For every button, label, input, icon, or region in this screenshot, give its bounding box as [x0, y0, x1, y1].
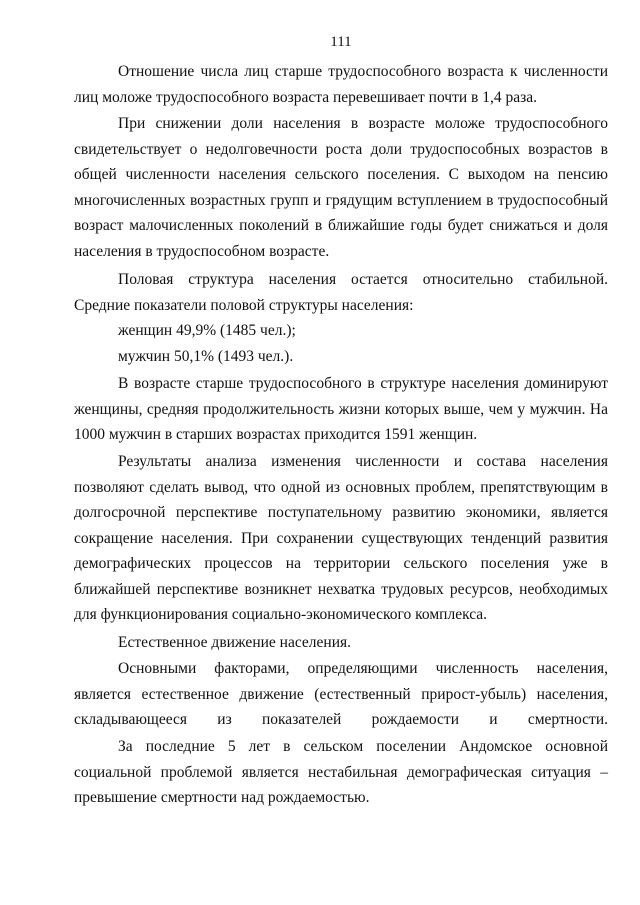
gender-line-women: женщин 49,9% (1485 чел.);	[118, 322, 296, 339]
heading-natural-movement: Естественное движение населения.	[118, 634, 351, 651]
paragraph-age-ratio: Отношение числа лиц старше трудоспособного возраста к численности лиц моложе трудоспособного возраста перевешивает почти в 1,4 раза.	[74, 63, 608, 106]
paragraph-last-five-years: За последние 5 лет в сельском поселении Андомское основной социальной проблемой является нестабильная демографическая ситуация – превышение смертности над рождаемостью.	[74, 738, 608, 806]
document-page	[74, 0, 608, 905]
page-number: 111	[330, 34, 352, 50]
paragraph-analysis-results: Результаты анализа изменения численности и состава населения позволяют сделать вывод, что одной из основных проблем, препятствующим в долгосрочной перспективе поступательному развитию экономики, является сокращение населения. При сохранении существующих тенденций развития демографических процессов на территории сельского поселения уже в ближайшей перспективе возникнет нехватка трудовых ресурсов, необходимых для функционирования социально-экономического комплекса.	[74, 453, 608, 623]
paragraph-working-age-share: При снижении доли населения в возрасте моложе трудоспособного свидетельствует о недолговечности роста доли трудоспособных возрастов в общей численности населения сельского поселения. С выходом на пенсию многочисленных возрастных групп и грядущим вступлением в трудоспособный возраст малочисленных поколений в ближайшие годы будет снижаться и доля населения в трудоспособном возрасте.	[74, 115, 608, 260]
paragraph-elderly-women: В возрасте старше трудоспособного в структуре населения доминируют женщины, средняя продолжительность жизни которых выше, чем у мужчин. На 1000 мужчин в старших возрастах приходится 1591 женщин.	[74, 375, 608, 443]
gender-line-men: мужчин 50,1% (1493 чел.).	[118, 348, 294, 365]
paragraph-gender-structure: Половая структура населения остается относительно стабильной. Средние показатели половой структуры населения:	[74, 271, 608, 314]
paragraph-main-factors: Основными факторами, определяющими численность населения, является естественное движение (естественный прирост-убыль) населения, складывающееся из показателей рождаемости и смертности.	[74, 660, 608, 728]
